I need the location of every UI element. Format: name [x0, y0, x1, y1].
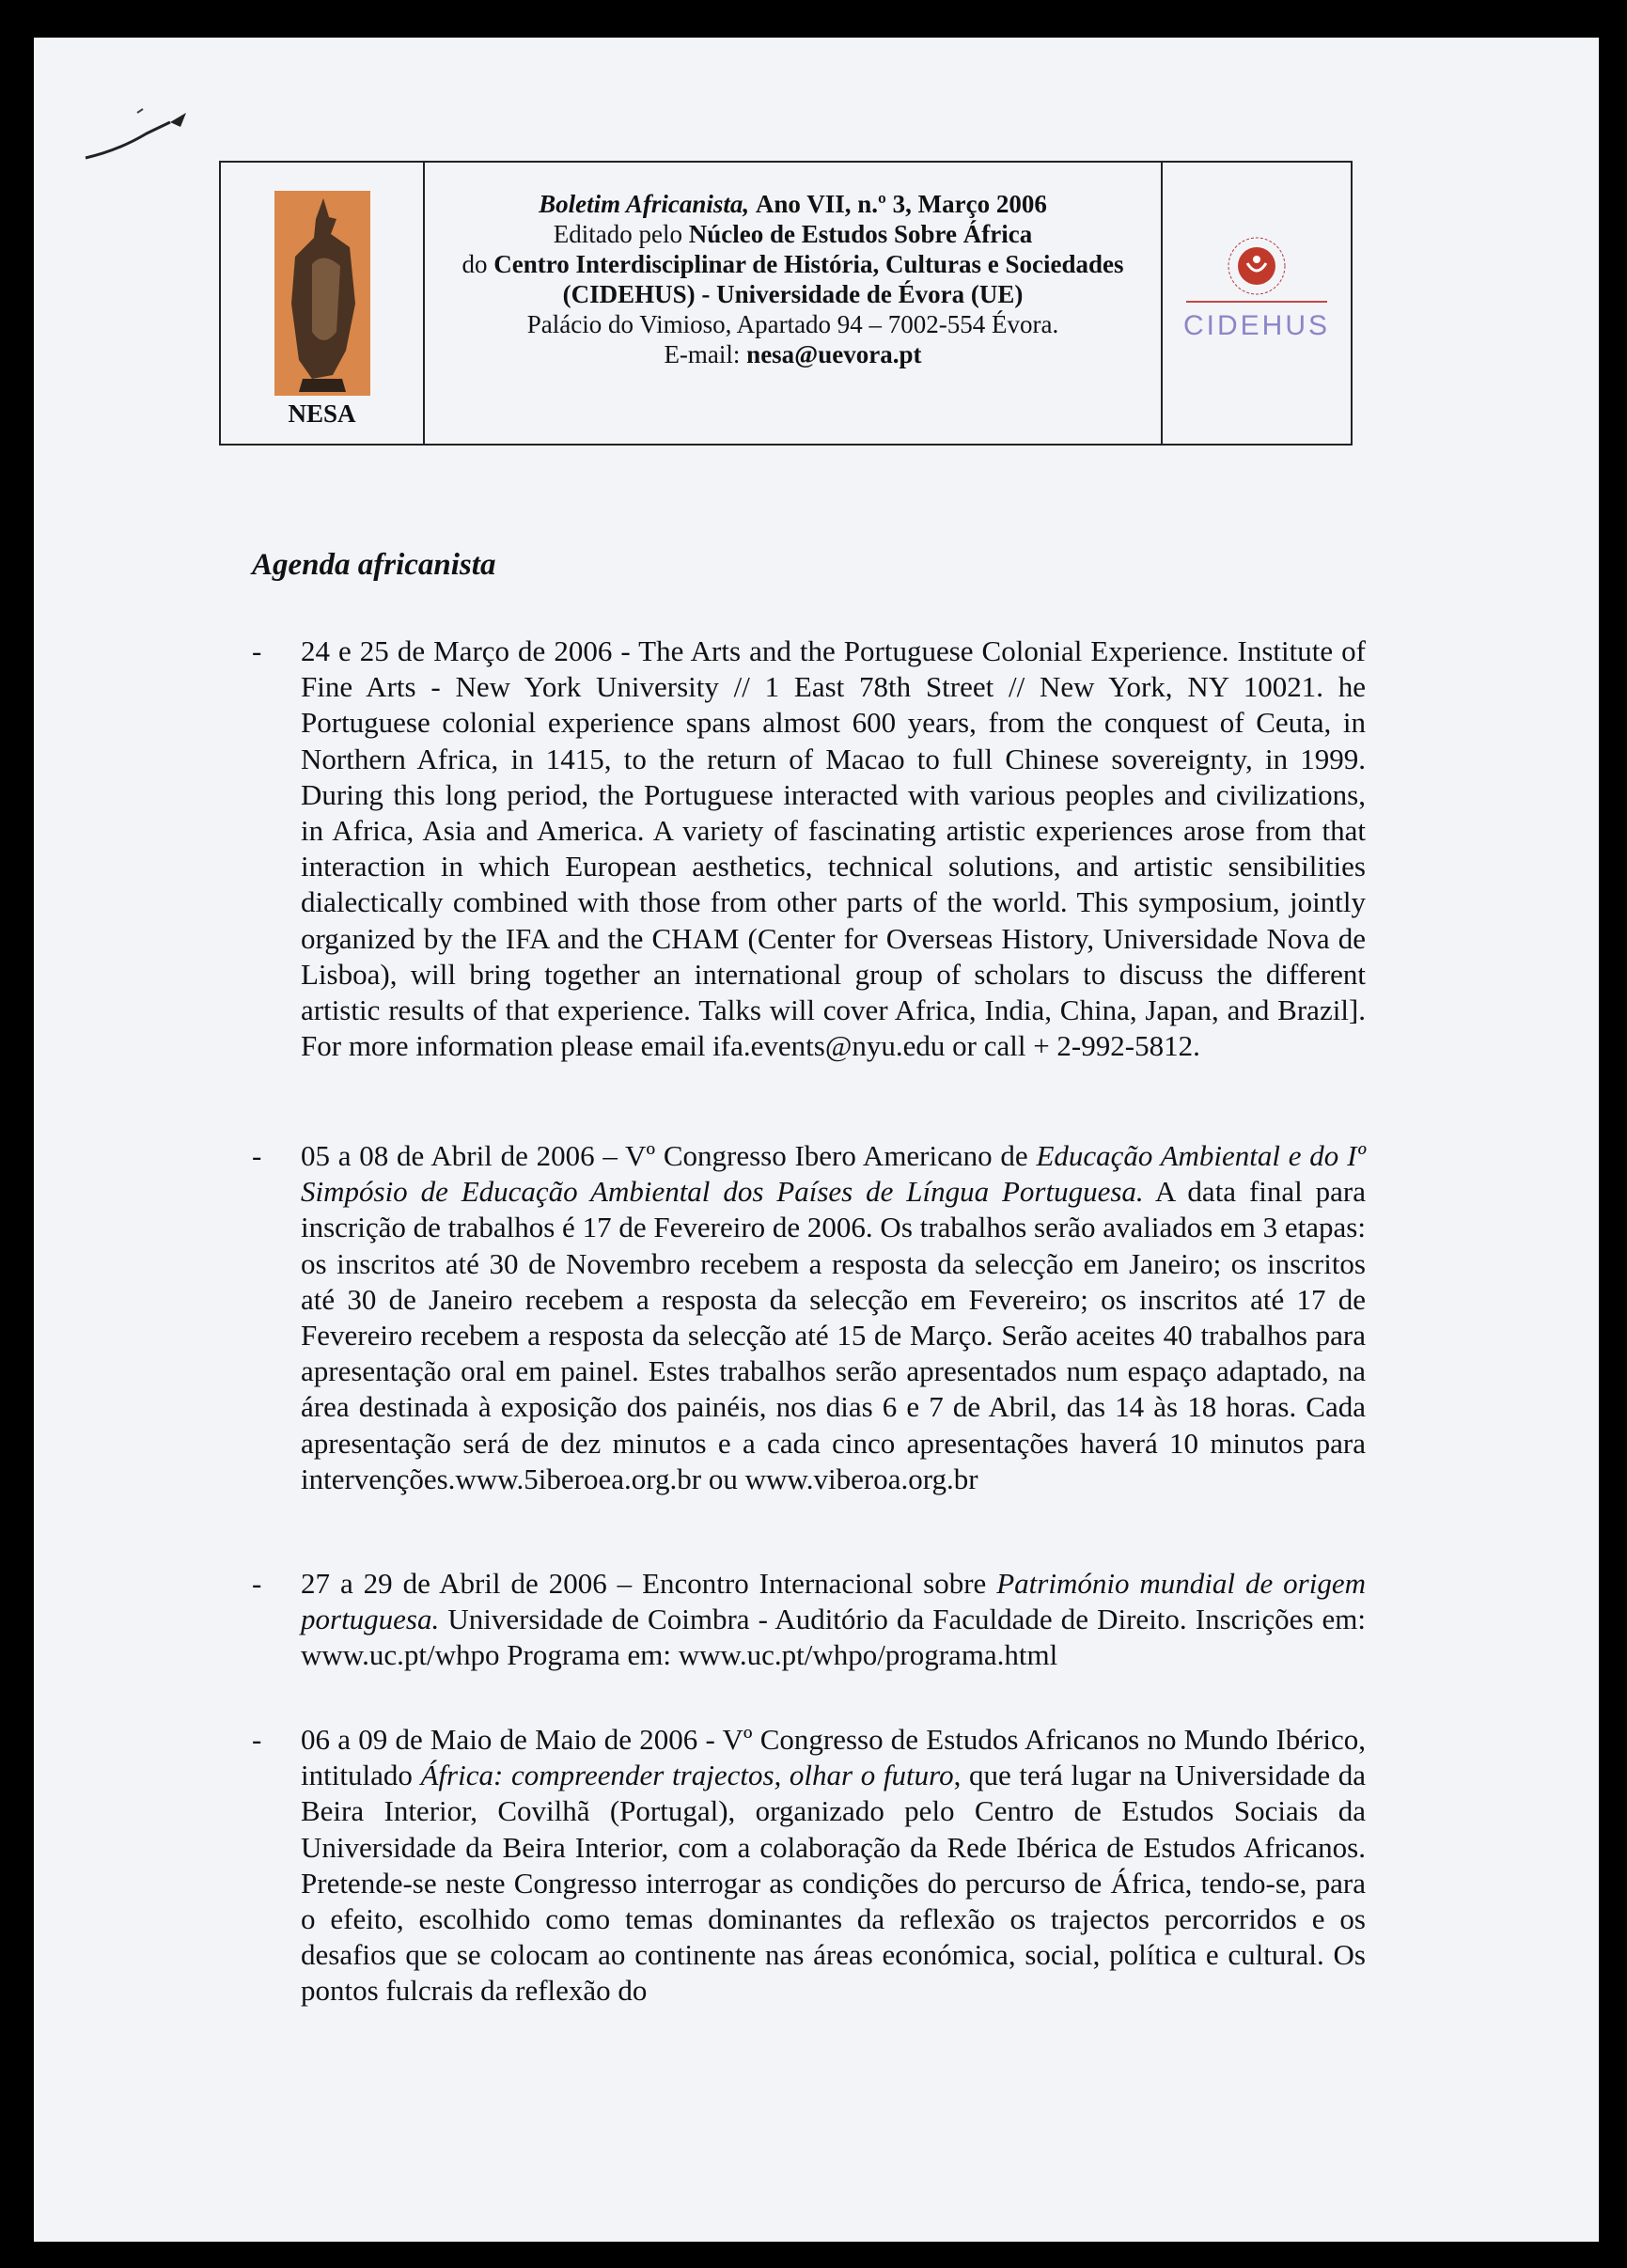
center-line: do Centro Interdisciplinar de História, Culturas e Sociedades	[462, 250, 1124, 278]
corner-ink-mark	[81, 85, 212, 169]
bulletin-info	[425, 163, 1163, 444]
nesa-mask-logo	[274, 191, 370, 396]
email-line: E-mail: nesa@uevora.pt	[664, 340, 922, 368]
bulletin-header	[219, 161, 1353, 446]
cidehus-logo-cell	[1163, 163, 1351, 444]
address-line: Palácio do Vimioso, Apartado 94 – 7002-554 Évora.	[526, 310, 1059, 338]
agenda-item-text: 24 e 25 de Março de 2006 - The Arts and the Portuguese Colonial Experience. Institute of Fine Arts - New York University // 1 East 78th Street // New York, NY 10021. he Portuguese colonial experience spans almost 600 years, from the conquest of Ceuta, in Northern Africa, in 1415, to the return of Macao to full Chinese sovereignty, in 1999. During this long period, the Portuguese interacted with various peoples and civilizations, in Africa, Asia and America. A variety of fascinating artistic experiences arose from that interaction in which European aesthetics, technical solutions, and artistic sensibilities dialectically combined with those from other parts of the world. This symposium, jointly organized by the IFA and the CHAM (Center for Overseas History, Universidade Nova de Lisboa), will bring together an international group of scholars to discuss the different artistic results of that experience. Talks will cover Africa, India, China, Japan, and Brazil]. For more information please email ifa.events@nyu.edu or call + 2-992-5812.	[301, 634, 1366, 1063]
nesa-label: NESA	[288, 399, 356, 428]
agenda-item-text: 06 a 09 de Maio de Maio de 2006 - Vº Congresso de Estudos Africanos no Mundo Ibérico, intitulado África: compreender trajectos, olhar o futuro, que terá lugar na Universidade da Beira Interior, Covilhã (Portugal), organizado pelo Centro de Estudos Sociais da Universidade da Beira Interior, com a colaboração da Rede Ibérica de Estudos Africanos. Pretende-se neste Congresso interrogar as condições do percurso de África, tendo-se, para o efeito, escolhido como temas dominantes da reflexão os trajectos percorridos e os desafios que se colocam ao continente nas áreas económica, social, política e cultural. Os pontos fulcrais da reflexão do	[301, 1723, 1367, 2008]
agenda-item-text: 27 a 29 de Abril de 2006 – Encontro Internacional sobre Património mundial de origem portuguesa. Universidade de Coimbra - Auditório da Faculdade de Direito. Inscrições em: www.uc.pt/whpo Programa em: www.uc.pt/whpo/programa.html	[301, 1567, 1366, 1672]
agenda-item: - 27 a 29 de Abril de 2006 – Encontro Internacional sobre Património mundial de origem portuguesa. Universidade de Coimbra - Auditório da Faculdade de Direito. Inscrições em: www.uc.pt/whpo Programa em: www.uc.pt/whpo/programa.html	[252, 1566, 1366, 1674]
university-line: (CIDEHUS) - Universidade de Évora (UE)	[562, 280, 1024, 308]
university-seal-icon	[1224, 233, 1290, 299]
section-title: Agenda africanista	[252, 548, 496, 582]
edited-by-line: Editado pelo Núcleo de Estudos Sobre África	[553, 220, 1033, 248]
agenda-item: - 24 e 25 de Março de 2006 - The Arts and the Portuguese Colonial Experience. Institute of Fine Arts - New York University // 1 East 78th Street // New York, NY 10021. he Portuguese colonial experience spans almost 600 years, from the conquest of Ceuta, in Northern Africa, in 1415, to the return of Macao to full Chinese sovereignty, in 1999. During this long period, the Portuguese interacted with various peoples and civilizations, in Africa, Asia and America. A variety of fascinating artistic experiences arose from that interaction in which European aesthetics, technical solutions, and artistic sensibilities dialectically combined with those from other parts of the world. This symposium, jointly organized by the IFA and the CHAM (Center for Overseas History, Universidade Nova de Lisboa), will bring together an international group of scholars to discuss the different artistic results of that experience. Talks will cover Africa, India, China, Japan, and Brazil]. For more information please email ifa.events@nyu.edu or call + 2-992-5812.	[252, 633, 1366, 1064]
cidehus-logo-text: CIDEHUS	[1182, 310, 1330, 341]
agenda-item: - 05 a 08 de Abril de 2006 – Vº Congresso Ibero Americano de Educação Ambiental e do Iº Simpósio de Educação Ambiental dos Países de Língua Portuguesa. A data final para inscrição de trabalhos é 17 de Fevereiro de 2006. Os trabalhos serão avaliados em 3 etapas: os inscritos até 30 de Novembro recebem a resposta da selecção em Janeiro; os inscritos até 30 de Janeiro recebem a resposta da selecção em Fevereiro; os inscritos até 17 de Fevereiro recebem a resposta da selecção até 15 de Março. Serão aceites 40 trabalhos para apresentação oral em painel. Estes trabalhos serão apresentados num espaço adaptado, na área destinada à exposição dos painéis, nos dias 6 e 7 de Abril, das 14 às 18 horas. Cada apresentação será de dez minutos e a cada cinco apresentações haverá 10 minutos para intervenções.www.5iberoea.org.br ou www.viberoa.org.br	[252, 1138, 1366, 1497]
bulletin-title-line: Boletim Africanista, Ano VII, n.º 3, Março 2006	[539, 190, 1047, 218]
agenda-item: - 06 a 09 de Maio de Maio de 2006 - Vº Congresso de Estudos Africanos no Mundo Ibérico, intitulado África: compreender trajectos, olhar o futuro, que terá lugar na Universidade da Beira Interior, Covilhã (Portugal), organizado pelo Centro de Estudos Sociais da Universidade da Beira Interior, com a colaboração da Rede Ibérica de Estudos Africanos. Pretende-se neste Congresso interrogar as condições do percurso de África, tendo-se, para o efeito, escolhido como temas dominantes da reflexão os trajectos percorridos e os desafios que se colocam ao continente nas áreas económica, social, política e cultural. Os pontos fulcrais da reflexão do	[252, 1722, 1366, 2010]
nesa-logo-cell	[221, 163, 425, 444]
agenda-item-text: 05 a 08 de Abril de 2006 – Vº Congresso Ibero Americano de Educação Ambiental e do Iº Simpósio de Educação Ambiental dos Países de Língua Portuguesa. A data final para inscrição de trabalhos é 17 de Fevereiro de 2006. Os trabalhos serão avaliados em 3 etapas: os inscritos até 30 de Novembro recebem a resposta da selecção em Janeiro; os inscritos até 30 de Janeiro recebem a resposta da selecção em Fevereiro; os inscritos até 17 de Fevereiro recebem a resposta da selecção até 15 de Março. Serão aceites 40 trabalhos para apresentação oral em painel. Estes trabalhos serão apresentados num espaço adaptado, na área destinada à exposição dos painéis, nos dias 6 e 7 de Abril, das 14 às 18 horas. Cada apresentação será de dez minutos e a cada cinco apresentações haverá 10 minutos para intervenções.www.5iberoea.org.br ou www.viberoa.org.br	[301, 1139, 1367, 1495]
red-rule	[1186, 299, 1327, 305]
